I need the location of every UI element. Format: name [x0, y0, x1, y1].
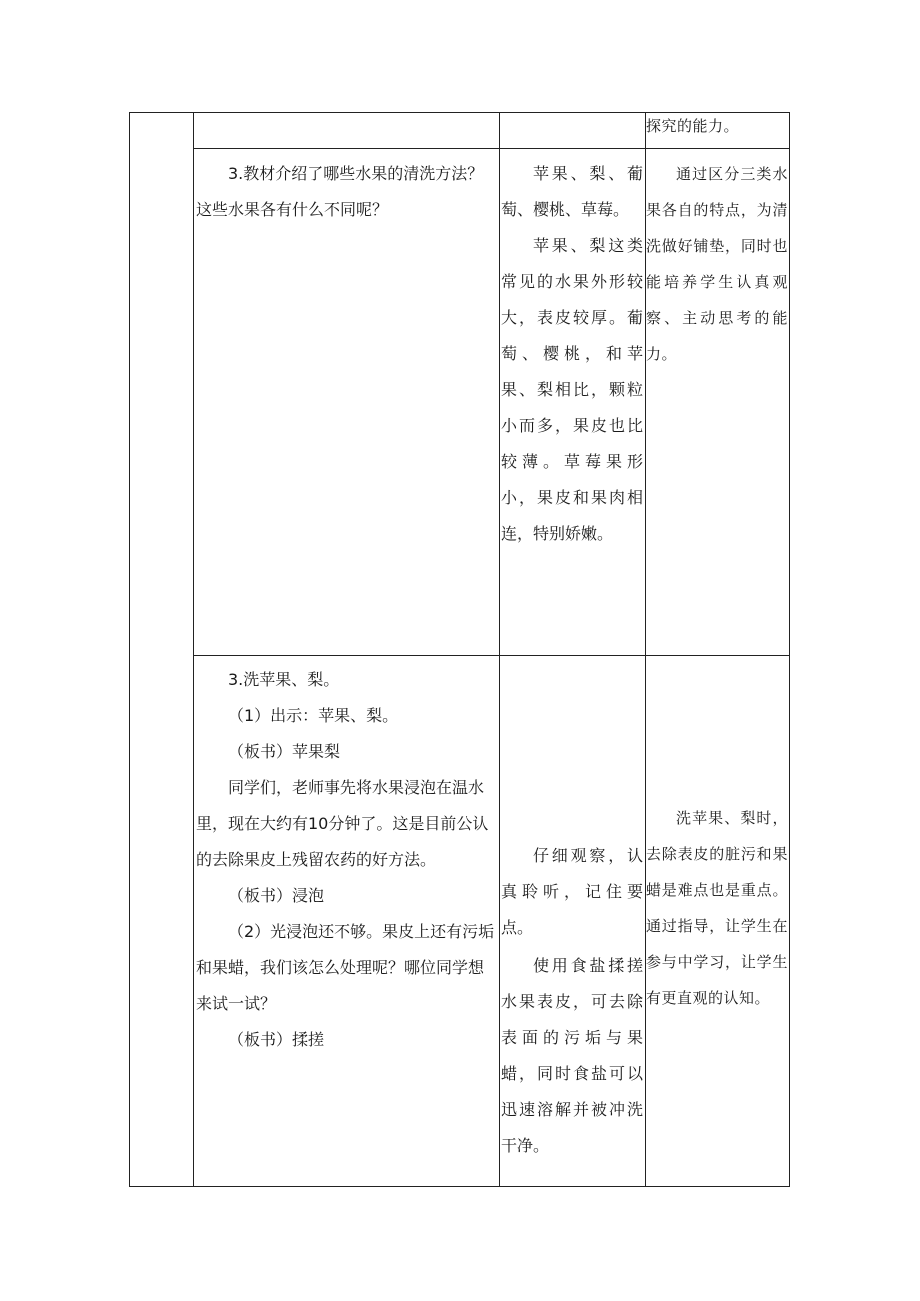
row3-col4-paragraph: 洗苹果、梨时，去除表皮的脏污和果蜡是难点也是重点。通过指导，让学生在参与中学习，让学生有更直观的认知。	[646, 809, 788, 1007]
col-divider-1	[193, 112, 194, 1187]
row3-col2-line-4: 同学们，老师事先将水果浸泡在温水里，现在大约有10分钟了。这是目前公认的去除果皮上残留农药的好方法。	[196, 778, 489, 869]
row2-col3-answer	[501, 156, 643, 552]
row3-col2-line-6: （2）光浸泡还不够。果皮上还有污垢和果蜡，我们该怎么处理呢？哪位同学想来试一试？	[196, 922, 495, 1013]
row3-col3-paragraph-2: 使用食盐揉搓水果表皮，可去除表面的污垢与果蜡，同时食盐可以迅速溶解并被冲洗干净。	[501, 956, 643, 1155]
row2-col4-paragraph: 通过区分三类水果各自的特点，为清洗做好铺垫，同时也能培养学生认真观察、主动思考的能力。	[646, 165, 788, 363]
col-divider-2	[499, 112, 500, 1187]
row2-col3-paragraph-1: 苹果、梨、葡萄、樱桃、草莓。	[501, 164, 643, 219]
row3-col3-student-activity	[501, 838, 643, 946]
row3-col3-paragraph-1: 仔细观察，认真聆听，记住要点。	[501, 846, 643, 937]
row1-col4-paragraph: 探究的能力。	[646, 117, 740, 135]
row2-col2-question	[196, 156, 496, 228]
row3-col2-line-5: （板书）浸泡	[228, 886, 325, 905]
row1-col4-text	[646, 112, 788, 140]
row3-col2-line-7: （板书）揉搓	[228, 1030, 325, 1049]
row-divider-1	[193, 148, 790, 149]
row3-col3-student-activity-2	[501, 948, 643, 1164]
row3-col4-intent	[646, 800, 788, 1016]
row3-col2-steps	[196, 662, 496, 1058]
row2-col3-paragraph-2: 苹果、梨这类常见的水果外形较大，表皮较厚。葡萄、樱桃，和苹果、梨相比，颗粒小而多，果皮也比较薄。草莓果形小，果皮和果肉相连，特别娇嫩。	[501, 236, 643, 543]
row3-col2-line-1: 3.洗苹果、梨。	[228, 670, 340, 689]
table-left-border	[129, 112, 130, 1187]
row3-col2-line-3: （板书）苹果梨	[228, 742, 341, 761]
table-bottom-border	[129, 1186, 790, 1187]
row3-col2-line-2: （1）出示：苹果、梨。	[228, 706, 399, 725]
row2-col4-intent	[646, 156, 788, 372]
table-right-border	[789, 112, 790, 1187]
row2-col2-paragraph: 3.教材介绍了哪些水果的清洗方法？这些水果各有什么不同呢？	[196, 164, 484, 219]
row-divider-2	[193, 655, 790, 656]
